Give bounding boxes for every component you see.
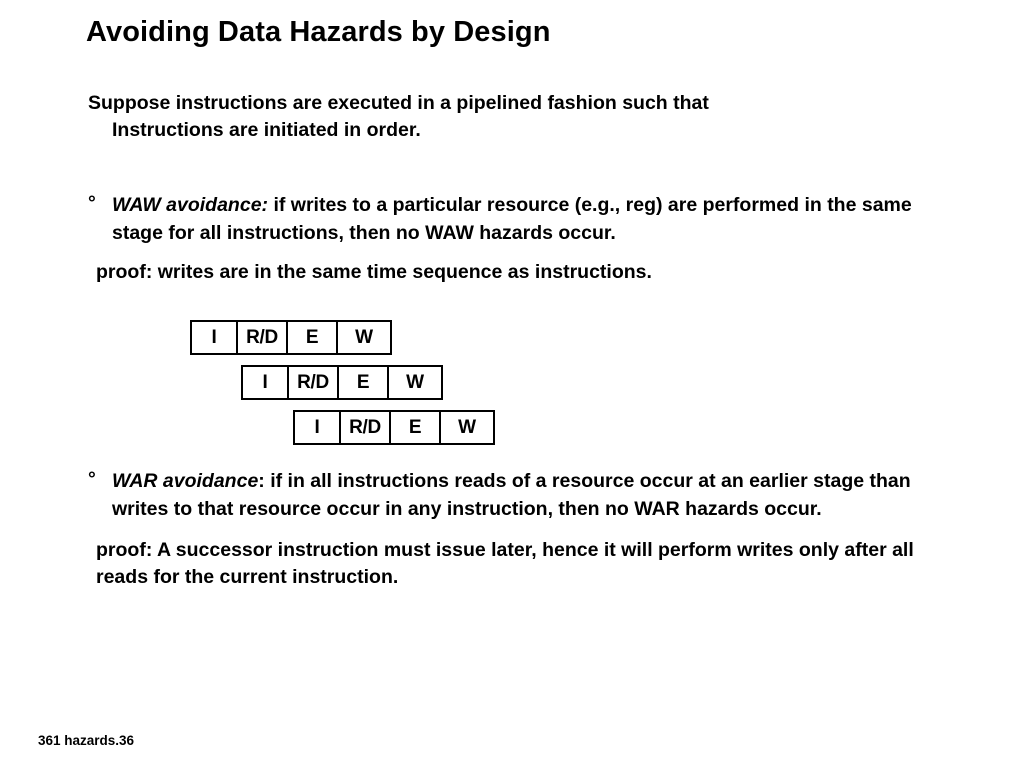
intro-line-2: Instructions are initiated in order. bbox=[112, 119, 421, 141]
pipeline-stage-cell: W bbox=[387, 365, 443, 400]
bullet-waw-text: if writes to a particular resource (e.g., reg) are performed in the same stage for all instructions, then no WAW hazards occur. bbox=[112, 194, 912, 244]
pipeline-stage-cell: W bbox=[336, 320, 392, 355]
pipeline-stage-cell: I bbox=[293, 410, 341, 445]
intro-paragraph bbox=[88, 90, 968, 144]
pipeline-stage-cell: E bbox=[337, 365, 389, 400]
pipeline-stage-cell: R/D bbox=[339, 410, 391, 445]
pipeline-stage-cell: I bbox=[241, 365, 289, 400]
bullet-waw-emphasis: WAW avoidance: bbox=[112, 194, 269, 216]
page-title: Avoiding Data Hazards by Design bbox=[86, 16, 551, 48]
pipeline-stage-cell: W bbox=[439, 410, 495, 445]
bullet-war-text: : if in all instructions reads of a resource occur at an earlier stage than writes to that resource occur in any instruction, then no WAR hazards occur. bbox=[112, 470, 911, 520]
bullet-war-proof: proof: A successor instruction must issue later, hence it will perform writes only after all reads for the current instruction. bbox=[96, 539, 914, 588]
bullet-marker-icon: ° bbox=[88, 192, 96, 214]
bullet-waw-proof: proof: writes are in the same time sequence as instructions. bbox=[96, 261, 652, 283]
bullet-marker-icon: ° bbox=[88, 468, 96, 490]
bullet-war-emphasis: WAR avoidance bbox=[112, 470, 259, 492]
bullet-waw bbox=[88, 192, 968, 286]
pipeline-stage-cell: E bbox=[389, 410, 441, 445]
pipeline-diagram bbox=[190, 320, 520, 445]
pipeline-stage-cell: I bbox=[190, 320, 238, 355]
pipeline-stage-cell: E bbox=[286, 320, 338, 355]
pipeline-stage-cell: R/D bbox=[287, 365, 339, 400]
slide-footer: 361 hazards.36 bbox=[38, 733, 135, 748]
pipeline-stage-cell: R/D bbox=[236, 320, 288, 355]
intro-line-1: Suppose instructions are executed in a pipelined fashion such that bbox=[88, 92, 709, 114]
bullet-war bbox=[88, 468, 968, 591]
